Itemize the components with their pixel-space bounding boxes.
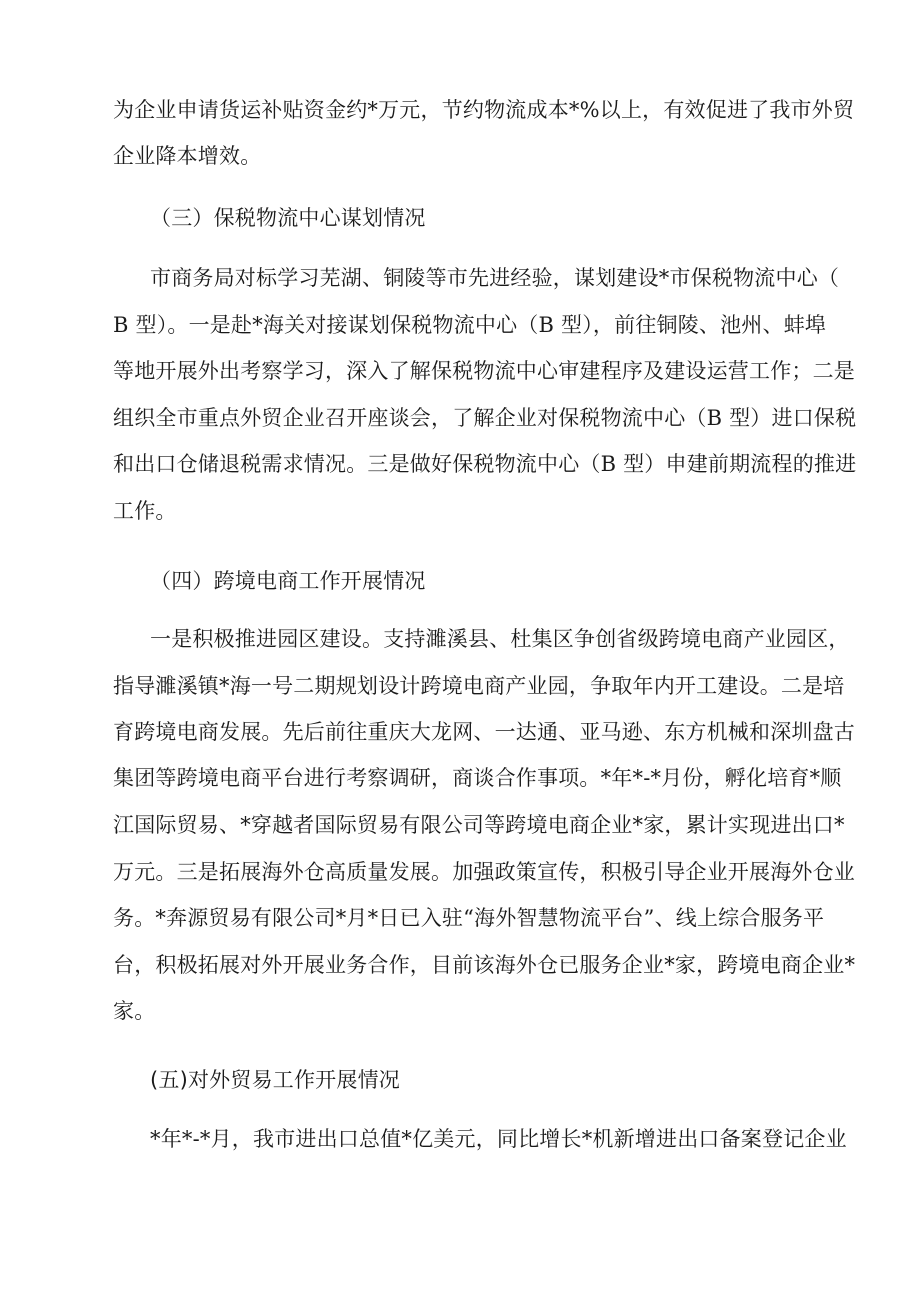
paragraph-line: *年*-*月，我市进出口总值*亿美元，同比增长*机新增进出口备案登记企业 bbox=[150, 1127, 847, 1151]
paragraph-line: 市商务局对标学习芜湖、铜陵等市先进经验，谋划建设*市保税物流中心（ bbox=[150, 266, 840, 290]
paragraph-line: 企业降本增效。 bbox=[113, 144, 262, 168]
paragraph-line: 一是积极推进园区建设。支持濉溪县、杜集区争创省级跨境电商产业园区， bbox=[150, 627, 850, 651]
section-heading-3: （三）保税物流中心谋划情况 bbox=[150, 206, 426, 230]
section-heading-4: （四）跨境电商工作开展情况 bbox=[150, 569, 426, 593]
paragraph-line: 集团等跨境电商平台进行考察调研，商谈合作事项。*年*-*月份，孵化培育*顺 bbox=[113, 766, 842, 790]
paragraph-line: 等地开展外出考察学习，深入了解保税物流中心审建程序及建设运营工作；二是 bbox=[113, 359, 855, 383]
paragraph-line: 和出口仓储退税需求情况。三是做好保税物流中心（B 型）申建前期流程的推进 bbox=[113, 452, 857, 476]
paragraph-line: 家。 bbox=[113, 999, 156, 1023]
paragraph-line: 务。*奔源贸易有限公司*月*日已入驻“海外智慧物流平台”、线上综合服务平 bbox=[113, 906, 825, 930]
paragraph-line: 育跨境电商发展。先后前往重庆大龙网、一达通、亚马逊、东方机械和深圳盘古 bbox=[113, 720, 855, 744]
paragraph-line: 万元。三是拓展海外仓高质量发展。加强政策宣传，积极引导企业开展海外仓业 bbox=[113, 860, 855, 884]
paragraph-line: 江国际贸易、*穿越者国际贸易有限公司等跨境电商企业*家，累计实现进出口* bbox=[113, 813, 845, 837]
paragraph-line: B 型）。一是赴*海关对接谋划保税物流中心（B 型），前往铜陵、池州、蚌埠 bbox=[113, 313, 827, 337]
section-heading-5: (五)对外贸易工作开展情况 bbox=[150, 1068, 400, 1092]
paragraph-line: 工作。 bbox=[113, 499, 177, 523]
paragraph-line: 组织全市重点外贸企业召开座谈会，了解企业对保税物流中心（B 型）进口保税 bbox=[113, 406, 857, 430]
paragraph-line: 为企业申请货运补贴资金约*万元，节约物流成本*%以上，有效促进了我市外贸 bbox=[113, 98, 855, 122]
paragraph-line: 指导濉溪镇*海一号二期规划设计跨境电商产业园，争取年内开工建设。二是培 bbox=[113, 674, 845, 698]
paragraph-line: 台，积极拓展对外开展业务合作，目前该海外仓已服务企业*家，跨境电商企业* bbox=[113, 953, 856, 977]
